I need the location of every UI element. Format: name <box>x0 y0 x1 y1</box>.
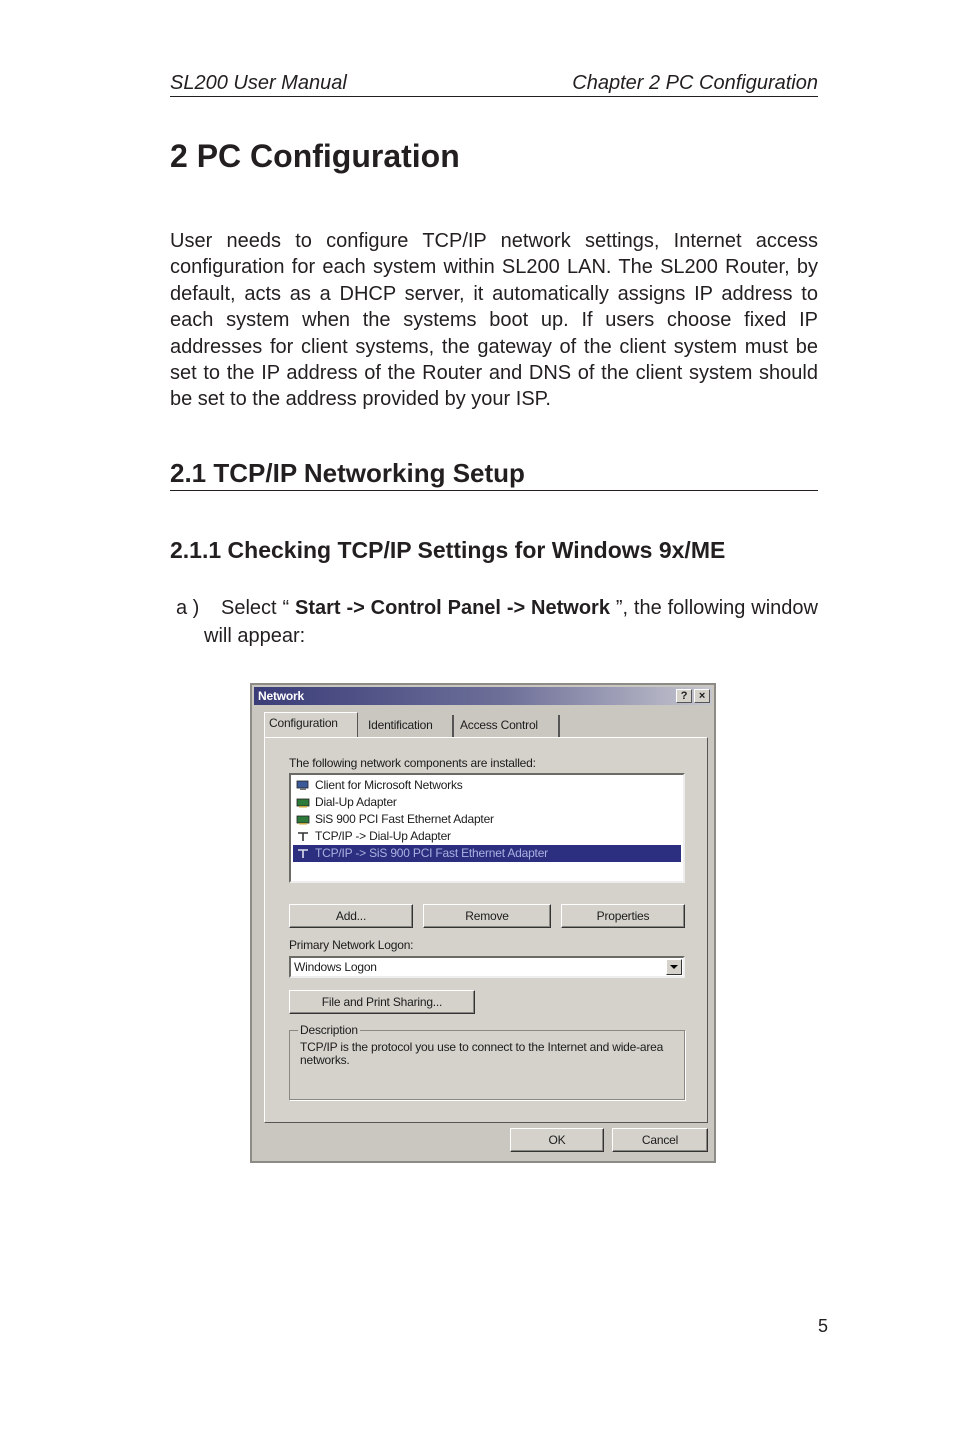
client-icon <box>296 780 310 791</box>
list-item-selected[interactable] <box>293 845 681 862</box>
tab-access-control[interactable]: Access Control <box>456 715 560 737</box>
adapter-icon <box>296 797 310 808</box>
step-text-pre: Select “ <box>221 597 295 619</box>
chapter-title: 2 PC Configuration <box>170 138 460 174</box>
chevron-down-icon[interactable] <box>666 959 682 975</box>
step-marker: a ) <box>176 597 200 619</box>
remove-button[interactable]: Remove <box>423 904 551 928</box>
description-label: Description <box>300 1023 358 1037</box>
step-text-post: ”, the following window will appear: <box>204 597 818 647</box>
ok-button[interactable]: OK <box>510 1128 604 1152</box>
dialog-titlebar <box>254 687 712 705</box>
primary-logon-select[interactable] <box>289 956 685 978</box>
step-a <box>176 594 818 650</box>
components-list[interactable] <box>289 773 685 883</box>
subsection-title: 2.1.1 Checking TCP/IP Settings for Windows 9x/ME <box>170 537 726 563</box>
tab-identification[interactable]: Identification <box>364 715 454 737</box>
list-item[interactable] <box>293 777 681 794</box>
help-button[interactable]: ? <box>676 689 692 703</box>
component-label: TCP/IP -> Dial-Up Adapter <box>315 829 451 843</box>
section-title: 2.1 TCP/IP Networking Setup <box>170 458 818 491</box>
properties-button[interactable]: Properties <box>561 904 685 928</box>
close-button[interactable]: × <box>694 689 710 703</box>
list-item[interactable] <box>293 828 681 845</box>
adapter-icon <box>296 814 310 825</box>
description-group <box>289 1023 685 1100</box>
logon-value: Windows Logon <box>294 960 377 974</box>
manual-title: SL200 User Manual <box>170 72 347 94</box>
component-label: TCP/IP -> SiS 900 PCI Fast Ethernet Adapter <box>315 846 548 860</box>
component-label: SiS 900 PCI Fast Ethernet Adapter <box>315 812 494 826</box>
component-label: Client for Microsoft Networks <box>315 778 463 792</box>
list-item[interactable] <box>293 811 681 828</box>
page-header <box>170 72 818 97</box>
description-text: TCP/IP is the protocol you use to connect to the Internet and wide-area networks. <box>300 1040 664 1067</box>
intro-paragraph: User needs to configure TCP/IP network settings, Internet access configuration for each system within SL200 LAN. The SL200 Router, by default, acts as a DHCP server, it automatically assigns IP address to each system when the systems boot up. If users choose fixed IP addresses for client systems, the gateway of the client system must be set to the IP address of the Router and DNS of the client system should be set to the address provided by your ISP. <box>170 230 818 411</box>
components-label: The following network components are installed: <box>289 756 536 770</box>
dialog-title: Network <box>258 689 304 703</box>
component-label: Dial-Up Adapter <box>315 795 397 809</box>
logon-label: Primary Network Logon: <box>289 938 414 952</box>
page-number: 5 <box>818 1316 829 1336</box>
protocol-icon <box>296 848 310 859</box>
step-menu-path: Start -> Control Panel -> Network <box>295 597 610 619</box>
chapter-label: Chapter 2 PC Configuration <box>572 72 818 94</box>
protocol-icon <box>296 831 310 842</box>
network-dialog <box>250 683 716 1163</box>
configuration-panel <box>264 737 708 1123</box>
cancel-button[interactable]: Cancel <box>612 1128 708 1152</box>
file-print-sharing-button[interactable]: File and Print Sharing... <box>289 990 475 1014</box>
add-button[interactable]: Add... <box>289 904 413 928</box>
list-item[interactable] <box>293 794 681 811</box>
tab-configuration[interactable]: Configuration <box>264 712 358 738</box>
